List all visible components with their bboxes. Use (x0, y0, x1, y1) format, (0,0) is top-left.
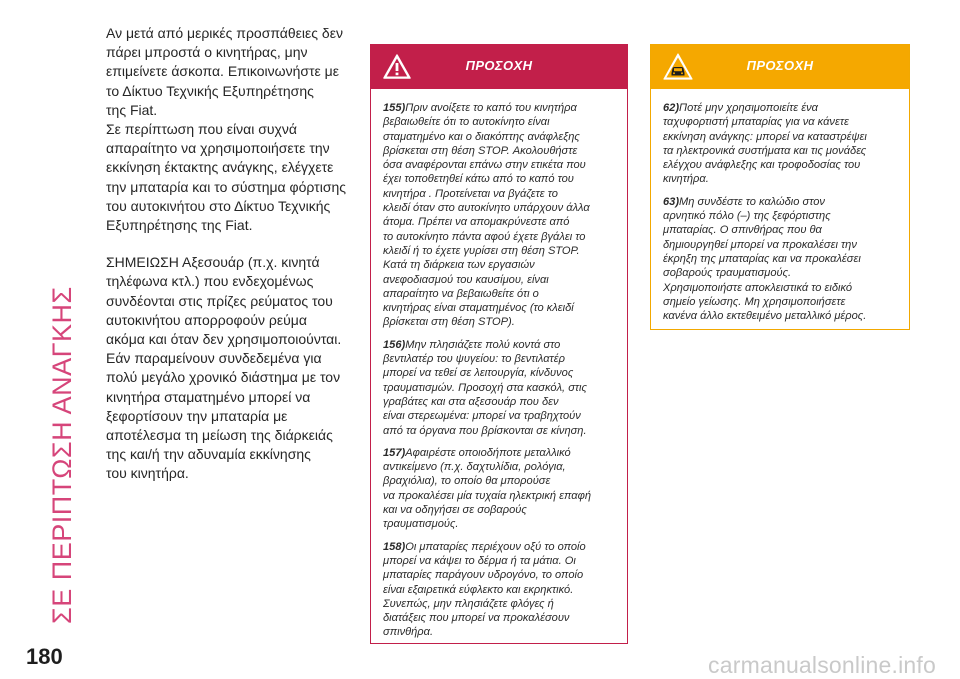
note-line: διατάξεις που μπορεί να προκαλέσουν (383, 612, 570, 625)
note-line: κινητήρα. (663, 173, 709, 186)
note-number: 62) (663, 102, 680, 114)
paragraph-line: πολύ μεγάλο χρονικό διάστημα με τον (106, 369, 341, 386)
note-item (663, 195, 899, 324)
note-line: ανεφοδιασμού του καυσίμου, είναι (383, 273, 549, 286)
note-line: μπορεί να κάψει το δέρμα ή τα μάτια. Οι (383, 554, 576, 567)
note-line (663, 195, 899, 209)
paragraph-line: εκκίνηση έκτακτης ανάγκης, ελέγχετε (106, 159, 334, 176)
note-line: βεβαιωθείτε ότι το αυτοκίνητο είναι (383, 116, 550, 129)
note-line: Συνεπώς, μην πλησιάζετε φλόγες ή (383, 597, 554, 610)
caution-box (650, 44, 910, 330)
note-number: 157) (383, 446, 406, 459)
note-line: αντικείμενο (π.χ. δαχτυλίδια, ρολόγια, (383, 461, 566, 474)
note-item (383, 338, 617, 438)
note-line: Κατά τη διάρκεια των εργασιών (383, 259, 535, 272)
note-item (383, 446, 617, 532)
caution-box-body (651, 89, 909, 323)
note-line: τραυματισμών. Προσοχή στα κασκόλ, στις (383, 381, 587, 394)
note-text: Ποτέ μην χρησιμοποιείτε ένα (679, 102, 818, 114)
note-line (383, 446, 617, 460)
note-line: εκκίνηση ανάγκης: μπορεί να καταστρέψει (663, 130, 867, 143)
paragraph-line: πάρει μπροστά ο κινητήρας, μην (106, 44, 308, 61)
note-line (383, 101, 617, 115)
note-line: αρνητικό πόλο (–) της ξεφόρτιστης (663, 210, 831, 223)
paragraph-line: ΣΗΜΕΙΩΣΗ Αξεσουάρ (π.χ. κινητά (106, 254, 320, 271)
note-line: κινητήρα . Προτείνεται να βγάζετε το (383, 187, 558, 200)
paragraph-line: Εξυπηρέτησης της Fiat. (106, 217, 253, 234)
note-text: Αφαιρέστε οποιοδήποτε μεταλλικό (405, 446, 571, 459)
paragraph-line: την μπαταρία και το σύστημα φόρτισης (106, 178, 346, 195)
body-paragraph (106, 253, 356, 483)
note-line: ελέγχου ανάφλεξης και τροφοδοσίας του (663, 159, 861, 172)
note-text: Οι μπαταρίες περιέχουν οξύ το οποίο (405, 540, 586, 553)
note-line: δημιουργηθεί μπορεί να προκαλέσει την (663, 238, 857, 251)
note-line: είναι στερεωμένα: μπορεί να τραβηχτούν (383, 410, 581, 423)
watermark: carmanualsonline.info (708, 652, 936, 678)
note-line: μπαταρίας. Ο σπινθήρας που θα (663, 224, 822, 237)
paragraph-line: του αυτοκινήτου στο Δίκτυο Τεχνικής (106, 197, 331, 214)
note-line: κανένα άλλο εκτεθειμένο μεταλλικό μέρος. (663, 310, 867, 323)
note-line: βεντιλατέρ του ψυγείου: το βεντιλατέρ (383, 353, 565, 366)
note-line: βραχιόλια), το οποίο θα μπορούσε (383, 475, 551, 488)
note-line (383, 338, 617, 352)
paragraph-line: τηλέφωνα κτλ.) που ενδεχομένως (106, 273, 314, 290)
note-line: έκρηξη της μπαταρίας και να προκαλέσει (663, 252, 861, 265)
paragraph-line: του κινητήρα. (106, 465, 189, 482)
paragraph-line: της και/ή την αδυναμία εκκίνησης (106, 446, 311, 463)
note-number: 155) (383, 102, 406, 114)
note-line: σταματημένο και ο διακόπτης ανάφλεξης (383, 130, 580, 143)
paragraph-line: της Fiat. (106, 101, 158, 118)
paragraph-line: επιμείνετε άσκοπα. Επικοινωνήστε με (106, 63, 339, 80)
paragraph-line: συνδέονται στις πρίζες ρεύματος του (106, 292, 333, 309)
note-line: μπαταρίες παράγουν υδρογόνο, το οποίο (383, 569, 584, 582)
paragraph-line: αποτέλεσμα τη μείωση της διάρκειάς (106, 427, 333, 444)
paragraph-line: απαραίτητο να χρησιμοποιήσετε την (106, 140, 330, 157)
caution-box-header (651, 45, 909, 89)
note-line: κινητήρας είναι σταματημένος (το κλειδί (383, 302, 574, 315)
page-number: 180 (26, 644, 63, 669)
note-line: γραβάτες και στα αξεσουάρ που δεν (383, 395, 559, 408)
note-line: όσα αναφέρονται επάνω στην ετικέτα που (383, 159, 586, 172)
paragraph-line: Αν μετά από μερικές προσπάθειες δεν (106, 25, 343, 41)
note-line: ταχυφορτιστή μπαταρίας για να κάνετε (663, 116, 849, 129)
note-line (383, 540, 617, 554)
warning-box-header (371, 45, 627, 89)
paragraph-line: Εάν παραμείνουν συνδεδεμένα για (106, 350, 322, 367)
note-item (383, 101, 617, 330)
paragraph-line: ξεφορτίσουν την μπαταρία με (106, 407, 288, 424)
note-line: τραυματισμούς. (383, 518, 459, 531)
paragraph-line: κινητήρα σταματημένο μπορεί να (106, 388, 311, 405)
note-text: Μην πλησιάζετε πολύ κοντά στο (405, 338, 561, 351)
warning-box (370, 44, 628, 644)
note-line: βρίσκεται στη θέση STOP. Ακολουθήστε (383, 144, 578, 157)
note-text: Πριν ανοίξετε το καπό του κινητήρα (405, 102, 577, 114)
note-line: απαραίτητο να βεβαιωθείτε ότι ο (383, 287, 539, 300)
paragraph-line: Σε περίπτωση που είναι συχνά (106, 121, 297, 138)
note-number: 156) (383, 338, 406, 351)
main-text-column (106, 24, 356, 502)
note-line: τα ηλεκτρονικά συστήματα και τις μονάδες (663, 144, 867, 157)
note-line: έχει τοποθετηθεί κάτω από το καπό του (383, 173, 574, 186)
caution-box-title: ΠΡΟΣΟΧΗ (746, 58, 814, 73)
note-line (663, 101, 899, 115)
note-line: σοβαρούς τραυματισμούς. (663, 267, 792, 280)
note-text: Μη συνδέστε το καλώδιο στον (679, 195, 825, 208)
note-line: και να οδηγήσει σε σοβαρούς (383, 504, 527, 517)
note-item (383, 540, 617, 640)
section-side-heading: ΣΕ ΠΕΡΙΠΤΩΣΗ ΑΝΑΓΚΗΣ (47, 286, 77, 624)
note-line: μπορεί να τεθεί σε λειτουργία, κίνδυνος (383, 367, 574, 380)
note-line: σημείο γείωσης. Μη χρησιμοποιήσετε (663, 295, 846, 308)
note-line: άτομα. Πρέπει να απομακρύνεστε από (383, 216, 570, 229)
paragraph-line: το Δίκτυο Τεχνικής Εξυπηρέτησης (106, 82, 314, 99)
note-line: σπινθήρα. (383, 626, 434, 639)
warning-box-body (371, 89, 627, 640)
note-number: 63) (663, 195, 680, 208)
paragraph-line: ακόμα και όταν δεν χρησιμοποιούνται. (106, 331, 342, 348)
note-line: από τα όργανα που βρίσκονται σε κίνηση. (383, 424, 587, 437)
paragraph-line: αυτοκινήτου απορροφούν ρεύμα (106, 311, 307, 328)
note-line: βρίσκεται στη θέση STOP). (383, 316, 515, 329)
warning-box-title: ΠΡΟΣΟΧΗ (465, 58, 533, 73)
note-line: κλειδί ή το έχετε γυρίσει στη θέση STOP. (383, 244, 580, 257)
note-line: είναι εξαιρετικά εύφλεκτο και εκρηκτικό. (383, 583, 574, 596)
note-line: Χρησιμοποιήστε αποκλειστικά το ειδικό (663, 281, 853, 294)
note-number: 158) (383, 540, 406, 553)
note-line: το αυτοκίνητο πάντα αφού έχετε βγάλει το (383, 230, 586, 243)
note-item (663, 101, 899, 187)
body-paragraph (106, 24, 356, 235)
note-line: να προκαλέσει μία τυχαία ηλεκτρική επαφή (383, 489, 592, 502)
note-line: κλειδί όταν στο αυτοκίνητο υπάρχουν άλλα (383, 202, 590, 215)
